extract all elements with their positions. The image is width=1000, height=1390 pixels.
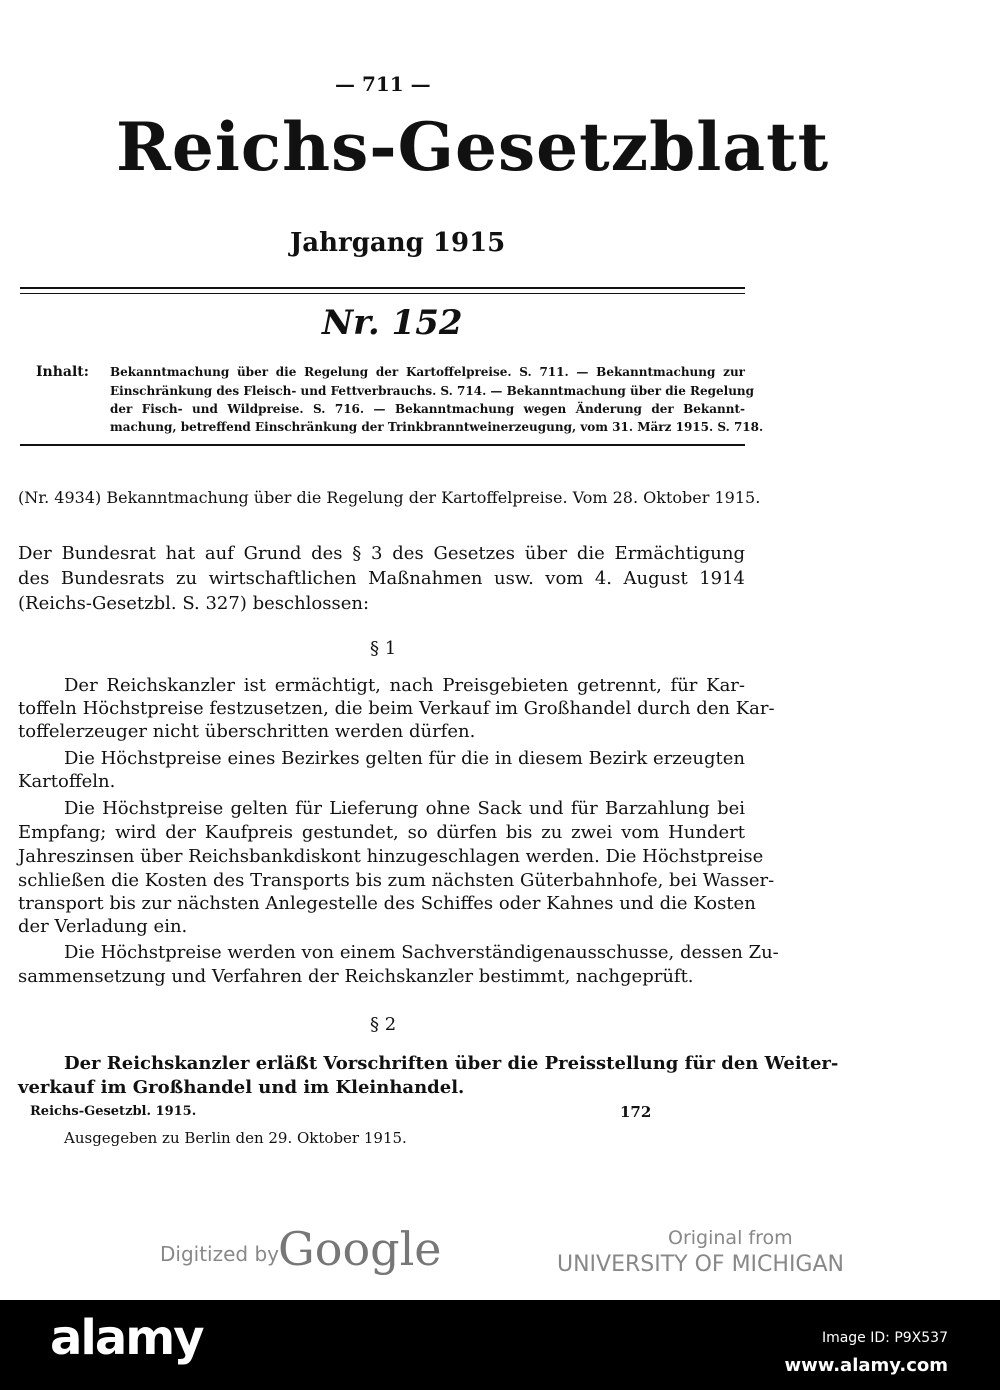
issue-number: Nr. 152 <box>322 303 463 343</box>
digitized-by-label: Digitized by <box>160 1242 279 1266</box>
contents-line: der Fisch- und Wildpreise. S. 716. — Bekanntmachung wegen Änderung der Bekannt- <box>110 402 745 416</box>
text-line: verkauf im Großhandel und im Kleinhandel. <box>18 1077 465 1098</box>
contents-line: machung, betreffend Einschränkung der Trinkbranntweinerzeugung, vom 31. März 1915. S. 718. <box>110 420 764 434</box>
contents-line: Einschränkung des Fleisch- und Fettverbrauchs. S. 714. — Bekanntmachung über die Regelung <box>110 384 755 398</box>
original-from-label: Original from <box>668 1227 793 1249</box>
text-line: Die Höchstpreise gelten für Lieferung ohne Sack und für Barzahlung bei <box>64 798 745 819</box>
divider <box>20 287 745 289</box>
watermark-bar <box>0 1300 1000 1390</box>
footer-source: Reichs-Gesetzbl. 1915. <box>30 1104 197 1119</box>
text-line: sammensetzung und Verfahren der Reichskanzler bestimmt, nachgeprüft. <box>18 966 694 987</box>
text-line: toffeln Höchstpreise festzusetzen, die beim Verkauf im Großhandel durch den Kar- <box>18 698 775 719</box>
text-line: Empfang; wird der Kaufpreis gestundet, so dürfen bis zu zwei vom Hundert <box>18 822 745 843</box>
text-line: Jahreszinsen über Reichsbankdiskont hinzugeschlagen werden. Die Höchstpreise <box>18 846 764 867</box>
page-number: — 711 — <box>335 72 431 96</box>
text-line: Kartoffeln. <box>18 771 116 792</box>
divider <box>20 293 745 294</box>
text-line: Der Reichskanzler ist ermächtigt, nach Preisgebieten getrennt, für Kar- <box>64 675 745 696</box>
alamy-logo: alamy <box>50 1310 203 1366</box>
text-line: der Verladung ein. <box>18 916 188 937</box>
contents-label: Inhalt: <box>36 364 89 380</box>
publication-title: Reichs-Gesetzblatt <box>116 108 830 186</box>
footer-issued: Ausgegeben zu Berlin den 29. Oktober 1915. <box>64 1129 407 1147</box>
text-line: Die Höchstpreise werden von einem Sachverständigenausschusse, dessen Zu- <box>64 942 779 963</box>
notice-heading: (Nr. 4934) Bekanntmachung über die Regelung der Kartoffelpreise. Vom 28. Oktober 1915. <box>18 488 761 507</box>
preamble-line: (Reichs-Gesetzbl. S. 327) beschlossen: <box>18 593 370 614</box>
preamble-line: des Bundesrats zu wirtschaftlichen Maßnahmen usw. vom 4. August 1914 <box>18 568 745 589</box>
text-line: Der Reichskanzler erläßt Vorschriften über die Preisstellung für den Weiter- <box>64 1053 839 1074</box>
text-line: transport bis zur nächsten Anlegestelle des Schiffes oder Kahnes und die Kosten <box>18 893 756 914</box>
divider <box>20 444 745 446</box>
contents-line: Bekanntmachung über die Regelung der Kartoffelpreise. S. 711. — Bekanntmachung zur <box>110 365 745 379</box>
footer-sheet: 172 <box>620 1103 652 1121</box>
section-2-heading: § 2 <box>370 1014 397 1035</box>
text-line: toffelerzeuger nicht überschritten werden dürfen. <box>18 721 476 742</box>
section-1-heading: § 1 <box>370 638 397 659</box>
university-label: UNIVERSITY OF MICHIGAN <box>557 1252 844 1277</box>
text-line: Die Höchstpreise eines Bezirkes gelten für die in diesem Bezirk erzeugten <box>64 748 745 769</box>
preamble-line: Der Bundesrat hat auf Grund des § 3 des Gesetzes über die Ermächtigung <box>18 543 745 564</box>
image-id: Image ID: P9X537 <box>821 1330 948 1346</box>
year: Jahrgang 1915 <box>290 228 506 258</box>
text-line: schließen die Kosten des Transports bis zum nächsten Güterbahnhofe, bei Wasser- <box>18 870 775 891</box>
alamy-url: www.alamy.com <box>784 1355 948 1376</box>
google-logo: Google <box>278 1222 442 1276</box>
